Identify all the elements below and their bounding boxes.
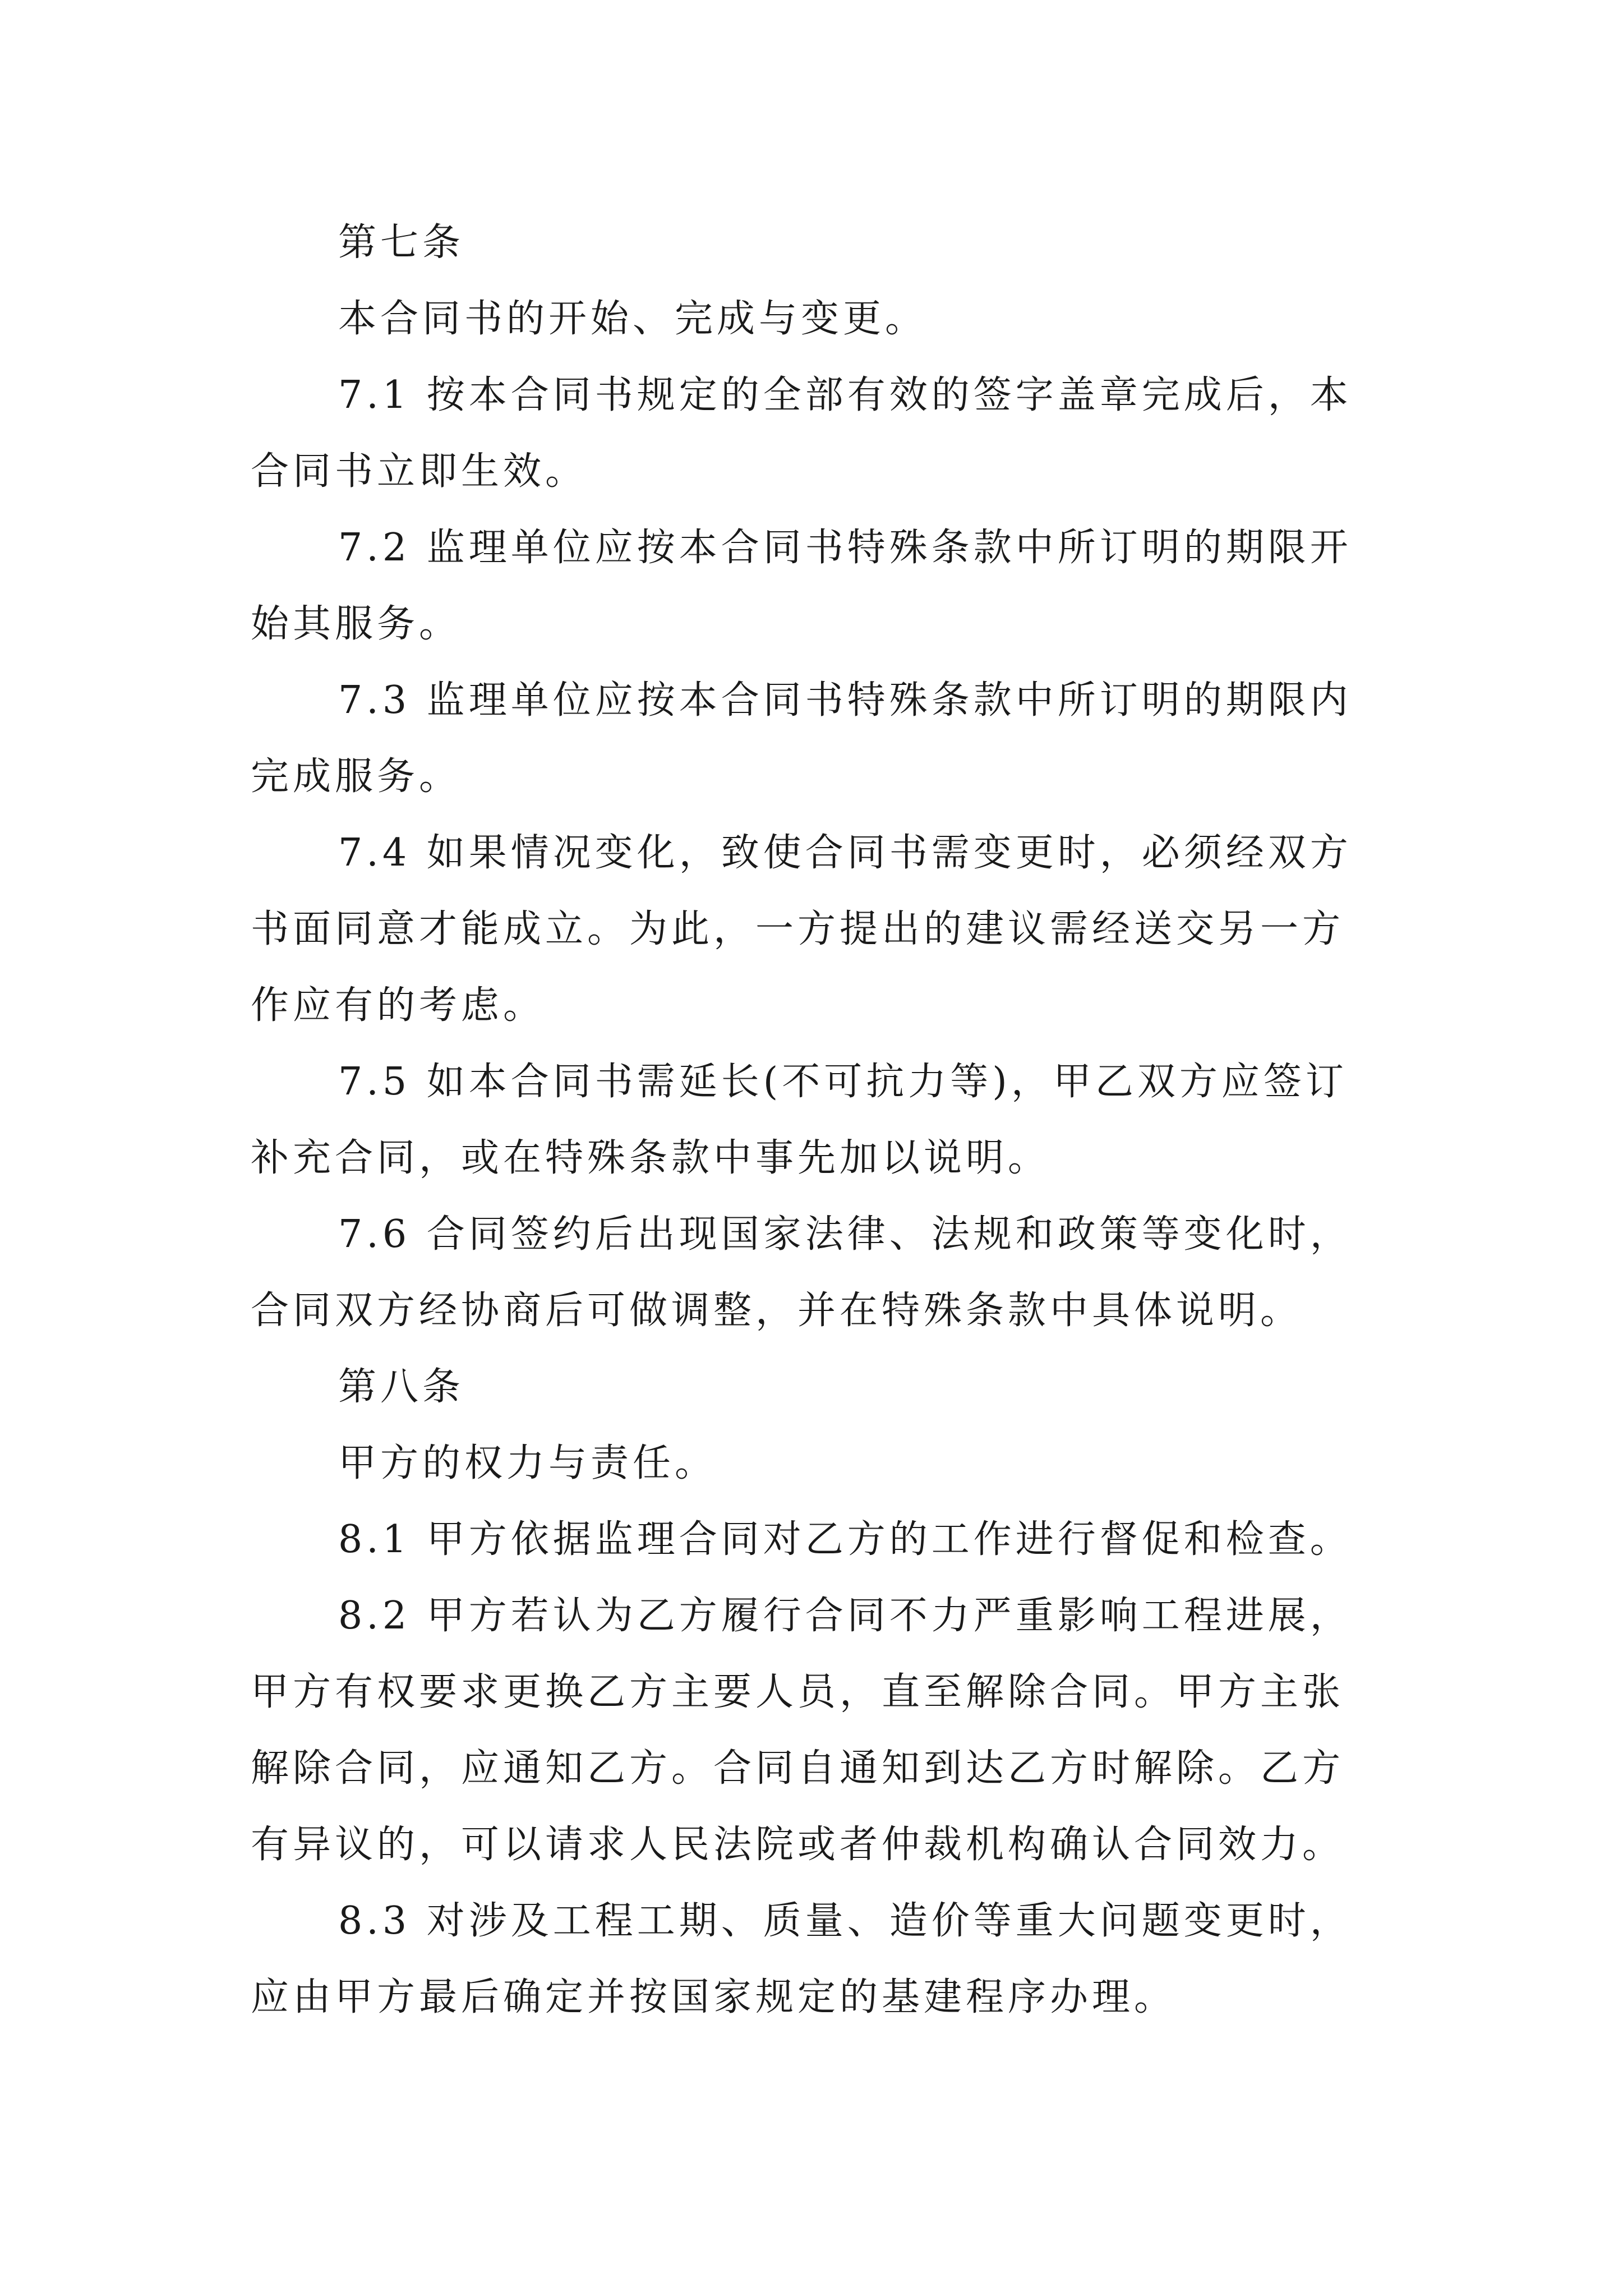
clause-7-4-line-1: 7.4 如果情况变化，致使合同书需变更时，必须经双方 xyxy=(338,831,1352,875)
clause-8-2-line-2: 甲方有权要求更换乙方主要人员，直至解除合同。甲方主张 xyxy=(251,1670,1345,1714)
clause-7-5-line-1: 7.5 如本合同书需延长(不可抗力等)，甲乙双方应签订 xyxy=(338,1060,1348,1104)
clause-7-2-line-2: 始其服务。 xyxy=(251,602,462,646)
article-8-heading: 第八条 xyxy=(338,1365,465,1409)
clause-7-4-line-2: 书面同意才能成立。为此，一方提出的建议需经送交另一方 xyxy=(251,907,1345,951)
clause-8-1-line-1: 8.1 甲方依据监理合同对乙方的工作进行督促和检查。 xyxy=(338,1517,1352,1562)
clause-8-2-line-1: 8.2 甲方若认为乙方履行合同不力严重影响工程进展， xyxy=(338,1594,1352,1638)
clause-7-2-line-1: 7.2 监理单位应按本合同书特殊条款中所订明的期限开 xyxy=(338,526,1352,570)
article-8-title: 甲方的权力与责任。 xyxy=(338,1441,717,1485)
clause-7-1-line-2: 合同书立即生效。 xyxy=(251,449,588,494)
article-7-title: 本合同书的开始、完成与变更。 xyxy=(338,297,928,341)
clause-7-6-line-1: 7.6 合同签约后出现国家法律、法规和政策等变化时， xyxy=(338,1212,1352,1257)
clause-7-3-line-1: 7.3 监理单位应按本合同书特殊条款中所订明的期限内 xyxy=(338,678,1352,723)
clause-7-5-line-2: 补充合同，或在特殊条款中事先加以说明。 xyxy=(251,1136,1050,1180)
clause-7-1-line-1: 7.1 按本合同书规定的全部有效的签字盖章完成后，本 xyxy=(338,373,1352,417)
clause-7-3-line-2: 完成服务。 xyxy=(251,754,462,799)
document-body xyxy=(251,205,1400,2036)
clause-8-2-line-4: 有异议的，可以请求人民法院或者仲裁机构确认合同效力。 xyxy=(251,1823,1345,1867)
clause-7-6-line-2: 合同双方经协商后可做调整，并在特殊条款中具体说明。 xyxy=(251,1289,1303,1333)
clause-8-2-line-3: 解除合同，应通知乙方。合同自通知到达乙方时解除。乙方 xyxy=(251,1746,1345,1791)
clause-7-4-line-3: 作应有的考虑。 xyxy=(251,983,546,1028)
clause-8-3-line-1: 8.3 对涉及工程工期、质量、造价等重大问题变更时， xyxy=(338,1899,1352,1943)
article-7-heading: 第七条 xyxy=(338,220,465,265)
clause-8-3-line-2: 应由甲方最后确定并按国家规定的基建程序办理。 xyxy=(251,1975,1177,2019)
